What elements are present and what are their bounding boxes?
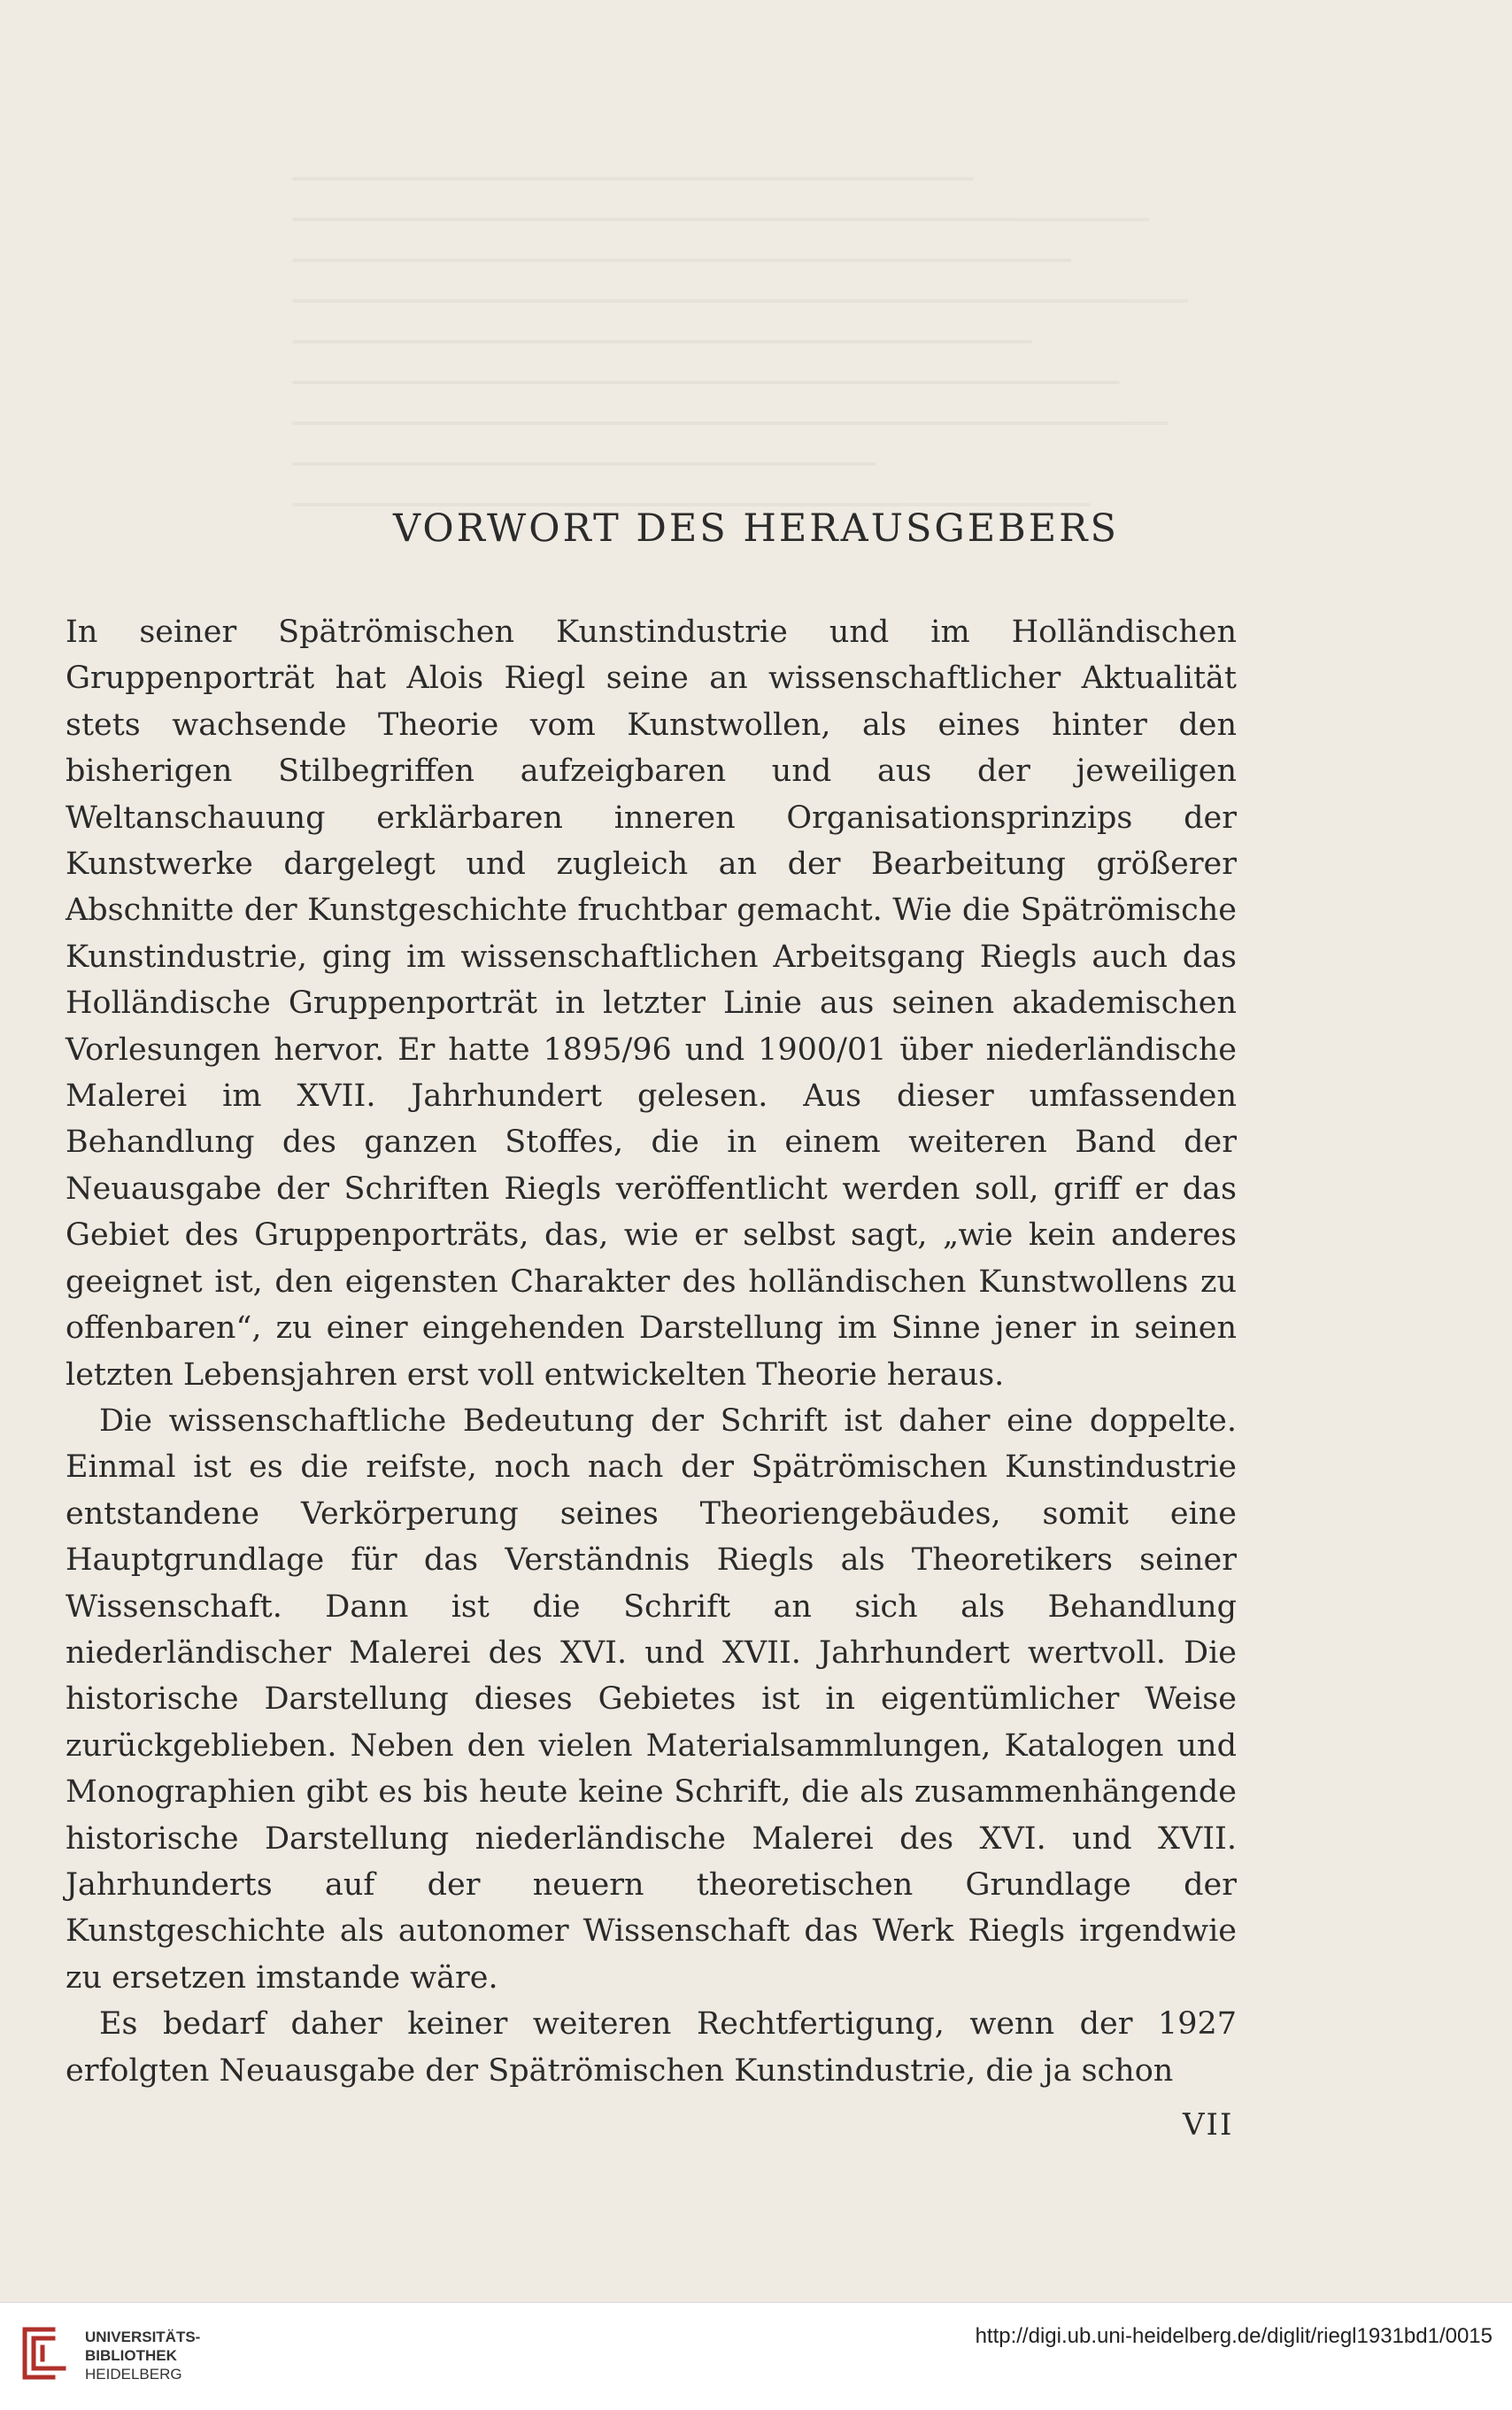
library-name [85, 2328, 200, 2383]
paragraph: Es bedarf daher keiner weiteren Rechtfertigung, wenn der 1927 erfolgten Neuausgabe der Spätrömischen Kunstindustrie, die ja schon [66, 2006, 1237, 2089]
body-text [66, 609, 1237, 2094]
library-name-line2: BIBLIOTHEK [85, 2347, 177, 2364]
library-name-line1: UNIVERSITÄTS- [85, 2329, 201, 2345]
paragraph: In seiner Spätrömischen Kunstindustrie und im Holländischen Gruppenporträt hat Alois Riegl seine an wissenschaftlicher Aktualität stets wachsende Theorie vom Kunstwollen, als eines hinter den bisherigen Stilbegriffen aufzeigbaren und aus der jeweiligen Weltanschauung erklärbaren inneren Organisationsprinzips der Kunstwerke dargelegt und zugleich an der Bearbeitung größerer Abschnitte der Kunstgeschichte fruchtbar gemacht. Wie die Spätrömische Kunstindustrie, ging im wissenschaftlichen Arbeitsgang Riegls auch das Holländische Gruppenporträt in letzter Linie aus seinen akademischen Vorlesungen hervor. Er hatte 1895/96 und 1900/01 über niederländische Malerei im XVII. Jahrhundert gelesen. Aus dieser umfassenden Behandlung des ganzen Stoffes, die in einem weiteren Band der Neuausgabe der Schriften Riegls veröffentlicht werden soll, griff er das Gebiet des Gruppenporträts, das, wie er selbst sagt, „wie kein anderes geeignet ist, den eigensten Charakter des holländischen Kunstwollens zu offenbaren“, zu einer eingehenden Darstellung im Sinne jener in seinen letzten Lebensjahren erst voll entwickelten Theorie heraus. [66, 614, 1237, 1393]
library-name-line3: HEIDELBERG [85, 2366, 182, 2383]
show-through-text [292, 177, 1266, 549]
source-url-link[interactable]: http://digi.ub.uni-heidelberg.de/diglit/riegl1931bd1/0015 [975, 2324, 1493, 2348]
page-title: VORWORT DES HERAUSGEBERS [393, 506, 1119, 551]
page-number: VII [1183, 2107, 1234, 2143]
library-logo-icon [18, 2322, 71, 2384]
paragraph: Die wissenschaftliche Bedeutung der Schrift ist daher eine doppelte. Einmal ist es die reifste, noch nach der Spätrömischen Kunstindustrie entstandene Verkörperung seines Theoriengebäudes, somit eine Hauptgrundlage für das Verständnis Riegls als Theoretikers seiner Wissenschaft. Dann ist die Schrift an sich als Behandlung niederländischer Malerei des XVI. und XVII. Jahrhundert wertvoll. Die historische Darstellung dieses Gebietes ist in eigentümlicher Weise zurückgeblieben. Neben den vielen Materialsammlungen, Katalogen und Monographien gibt es bis heute keine Schrift, die als zusammenhängende historische Darstellung niederländische Malerei des XVI. und XVII. Jahrhunderts auf der neuern theoretischen Grundlage der Kunstgeschichte als autonomer Wissenschaft das Werk Riegls irgendwie zu ersetzen imstande wäre. [66, 1402, 1237, 1996]
footer-bar [0, 2302, 1512, 2410]
